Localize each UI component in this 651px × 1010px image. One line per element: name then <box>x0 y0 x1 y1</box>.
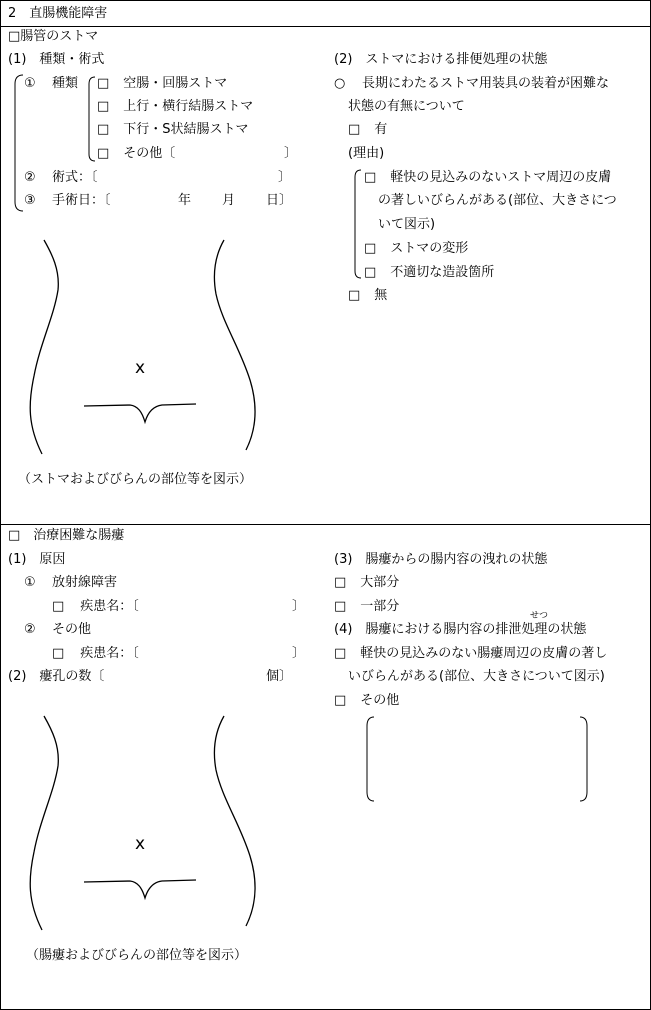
checkbox[interactable]: □ <box>364 265 377 280</box>
date-day: 日〕 <box>266 193 293 208</box>
fistula-diagram-caption: （腸瘻およびびらんの部位等を図示） <box>26 948 248 963</box>
bracket-types <box>88 76 96 162</box>
fistula-count-unit: 個〕 <box>266 669 293 684</box>
question-line-2: 状態の有無について <box>348 99 465 114</box>
disease-name-2-close: 〕 <box>292 646 306 661</box>
reason-option-label: 不適切な造設箇所 <box>390 265 495 280</box>
checkbox[interactable]: □ <box>334 575 347 590</box>
disease-name-2[interactable] <box>52 646 139 662</box>
disease-name-label: 疾患名：〔 <box>80 599 139 614</box>
type-option-3[interactable] <box>97 122 249 138</box>
checkbox[interactable]: □ <box>348 288 361 303</box>
cause-1-number: ① <box>24 575 36 590</box>
other-bracket-box <box>366 716 590 804</box>
checkbox[interactable]: □ <box>97 76 110 91</box>
stoma-mark: x <box>135 358 146 378</box>
reason-option-3[interactable] <box>364 265 494 281</box>
type-option-4[interactable] <box>97 146 175 162</box>
cause-heading: (1) 原因 <box>8 552 66 567</box>
leak-option-label: 一部分 <box>360 599 400 614</box>
abdomen-diagram <box>0 236 280 461</box>
answer-yes-label: 有 <box>374 122 388 137</box>
leak-heading: (3) 腸瘻からの腸内容の洩れの状態 <box>334 552 548 567</box>
checkbox[interactable]: □ <box>364 170 377 185</box>
item-number-2: ② <box>24 170 36 185</box>
method-close: 〕 <box>278 170 292 185</box>
question-line-1: 長期にわたるストマ用装具の装着が困難な <box>362 76 610 91</box>
circle-bullet: ○ <box>334 76 346 91</box>
type-option-label: その他〔 <box>123 146 176 161</box>
checkbox[interactable]: □ <box>52 646 65 661</box>
leak-option-label: 大部分 <box>360 575 400 590</box>
disposal-option-other[interactable] <box>334 693 399 709</box>
disease-name-1-close: 〕 <box>292 599 306 614</box>
checkbox[interactable]: □ <box>97 122 110 137</box>
reason-option-2[interactable] <box>364 241 468 257</box>
bracket-reasons <box>354 169 362 279</box>
disease-name-label: 疾患名：〔 <box>80 646 139 661</box>
type-option-label: 空腸・回腸ストマ <box>123 76 228 91</box>
divider-section <box>0 524 651 525</box>
method-label: 術式：〔 <box>52 170 98 185</box>
type-option-2[interactable] <box>97 99 253 115</box>
reason-label: (理由) <box>348 146 385 161</box>
fistula-count-label: (2) 瘻孔の数〔 <box>8 669 105 684</box>
cause-2-number: ② <box>24 622 36 637</box>
fistula-section-title: □ 治療困難な腸瘻 <box>8 528 125 543</box>
cause-1-label: 放射線障害 <box>52 575 118 590</box>
disposal-other-label: その他 <box>360 693 400 708</box>
date-label: 手術日：〔 <box>52 193 111 208</box>
furigana-setsu: せつ <box>530 611 549 621</box>
checkbox[interactable]: □ <box>364 241 377 256</box>
item-number-3: ③ <box>24 193 36 208</box>
disposal-option-label: 軽快の見込みのない腸瘻周辺の皮膚の著し <box>360 646 608 661</box>
reason-option-1-line3: いて図示) <box>378 217 436 232</box>
cause-2-label: その他 <box>52 622 92 637</box>
fistula-mark: x <box>135 834 146 854</box>
checkbox[interactable]: □ <box>97 99 110 114</box>
checkbox[interactable]: □ <box>348 122 361 137</box>
leak-option-1[interactable] <box>334 575 399 591</box>
stoma-disposal-heading: (2) ストマにおける排便処理の状態 <box>334 52 548 67</box>
reason-option-1[interactable] <box>364 170 611 186</box>
type-label: 種類 <box>52 76 79 91</box>
reason-option-1-line2: の著しいびらんがある(部位、大きさにつ <box>378 193 617 208</box>
abdomen-diagram <box>0 712 280 937</box>
answer-no-label: 無 <box>374 288 388 303</box>
checkbox[interactable]: □ <box>334 693 347 708</box>
type-option-1[interactable] <box>97 76 227 92</box>
item-number-1: ① <box>24 76 36 91</box>
checkbox[interactable]: □ <box>97 146 110 161</box>
type-other-close: 〕 <box>284 146 298 161</box>
disposal-option-1[interactable] <box>334 646 607 662</box>
bracket-left-group <box>14 74 24 212</box>
reason-option-label: ストマの変形 <box>390 241 469 256</box>
disposal-heading <box>334 622 586 638</box>
checkbox[interactable]: □ <box>52 599 65 614</box>
disposal-option-1-line2: いびらんがある(部位、大きさについて図示) <box>348 669 605 684</box>
leak-option-2[interactable] <box>334 599 399 615</box>
type-option-label: 下行・S状結腸ストマ <box>123 122 249 137</box>
date-year: 年 <box>178 193 192 208</box>
stoma-type-heading: (1) 種類・術式 <box>8 52 105 67</box>
divider-header <box>0 26 651 27</box>
disposal-heading-part1: (4) 腸瘻における腸内容の <box>334 622 496 637</box>
checkbox[interactable]: □ <box>334 599 347 614</box>
stoma-diagram-caption: （ストマおよびびらんの部位等を図示） <box>18 472 253 487</box>
stoma-section-title: □腸管のストマ <box>8 29 99 44</box>
date-month: 月 <box>222 193 236 208</box>
answer-no[interactable] <box>348 288 387 304</box>
reason-option-label: 軽快の見込みのないストマ周辺の皮膚 <box>390 170 612 185</box>
answer-yes[interactable] <box>348 122 387 138</box>
disposal-heading-part2: 排泄処理の状態 <box>495 622 587 637</box>
disease-name-1[interactable] <box>52 599 139 615</box>
type-option-label: 上行・横行結腸ストマ <box>123 99 254 114</box>
checkbox[interactable]: □ <box>334 646 347 661</box>
page-title: 2 直腸機能障害 <box>8 6 108 21</box>
